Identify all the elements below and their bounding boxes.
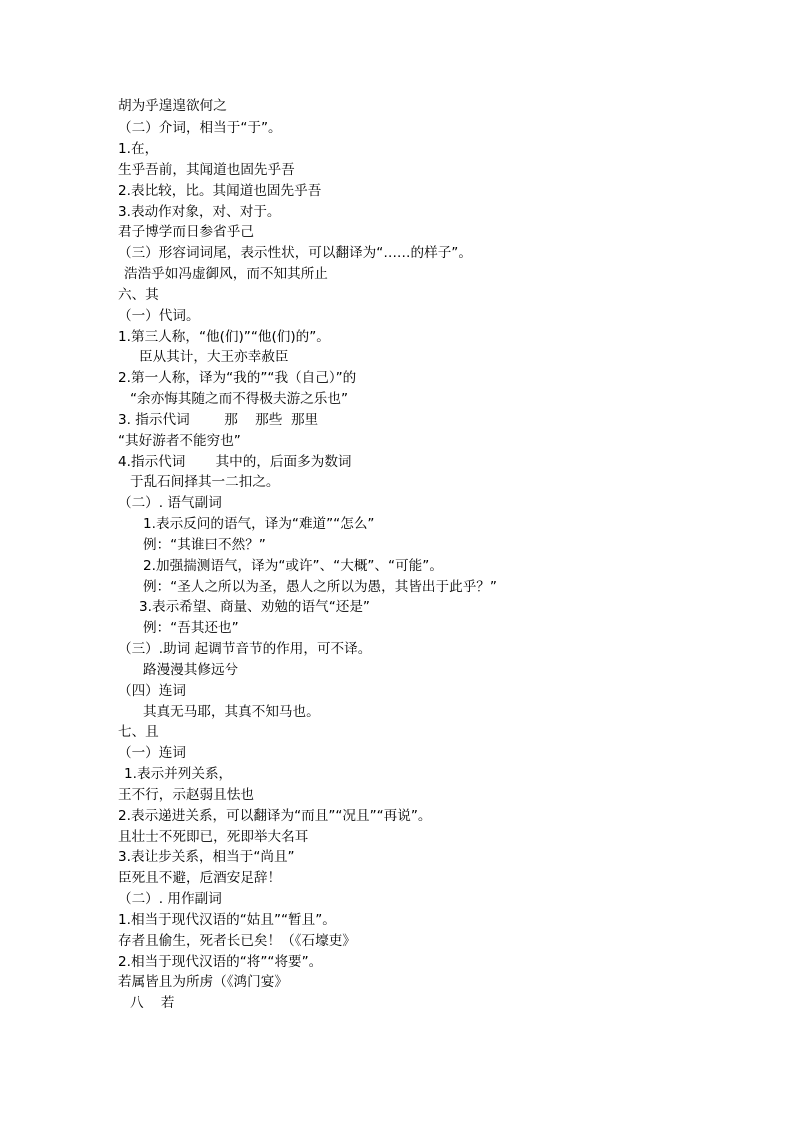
text-line: 2.加强揣测语气，译为“或许”、“大概”、“可能”。 — [143, 558, 443, 574]
example-line: 王不行，示赵弱且怯也 — [118, 787, 254, 803]
example-line: 其真无马耶，其真不知马也。 — [143, 704, 320, 720]
example-line: 且壮士不死即已，死即举大名耳 — [118, 829, 309, 845]
example-line: 臣死且不避，卮酒安足辞！ — [118, 870, 282, 886]
text-line: 4.指示代词 其中的，后面多为数词 — [118, 454, 352, 470]
text-line: 3.表让步关系，相当于“尚且” — [118, 849, 295, 865]
text-line: 2.表示递进关系，可以翻译为“而且”“况且”“再说”。 — [118, 808, 432, 824]
text-line: 3. 指示代词 那 那些 那里 — [118, 412, 319, 428]
section-heading: 八 若 — [130, 995, 175, 1011]
example-line: 例：“其谁曰不然？” — [143, 537, 266, 553]
text-line: 3.表示希望、商量、劝勉的语气“还是” — [139, 599, 370, 615]
example-line: 君子博学而日参省乎己 — [118, 224, 254, 240]
example-line: 若属皆且为所虏（《鸿门宴》 — [118, 974, 288, 990]
subheading-line: （二）. 语气副词 — [118, 495, 222, 511]
example-line: 路漫漫其修远兮 — [143, 662, 239, 678]
subheading-line: （三）.助词 起调节音节的作用，可不译。 — [118, 641, 372, 657]
subheading-line: （一）连词 — [118, 745, 186, 761]
text-line: 2.第一人称，译为“我的”“我（自己）”的 — [118, 370, 357, 386]
example-line: 臣从其计，大王亦幸赦臣 — [139, 349, 289, 365]
text-line: 2.相当于现代汉语的“将”“将要”。 — [118, 954, 323, 970]
text-line: 3.表动作对象，对、对于。 — [118, 204, 281, 220]
example-line: 浩浩乎如冯虚御风，而不知其所止 — [124, 266, 328, 282]
example-line: “余亦悔其随之而不得极夫游之乐也” — [130, 391, 348, 407]
text-line: 胡为乎遑遑欲何之 — [118, 98, 227, 114]
subheading-line: （四）连词 — [118, 683, 186, 699]
section-heading: 七、且 — [118, 724, 159, 740]
subheading-line: （一）代词。 — [118, 308, 200, 324]
text-line: 1.表示并列关系， — [124, 766, 233, 782]
example-line: 例：“圣人之所以为圣，愚人之所以为愚，其皆出于此乎？” — [143, 579, 497, 595]
subheading-line: （二）. 用作副词 — [118, 891, 222, 907]
text-line: 2.表比较，比。其闻道也固先乎吾 — [118, 183, 322, 199]
text-line: 1.相当于现代汉语的“姑且”“暂且”。 — [118, 912, 336, 928]
subheading-line: （二）介词，相当于“于”。 — [118, 120, 282, 136]
example-line: 生乎吾前，其闻道也固先乎吾 — [118, 162, 295, 178]
section-heading: 六、其 — [118, 287, 159, 303]
text-line: 1.第三人称，“他(们)”“他(们)的”。 — [118, 329, 330, 345]
subheading-line: （三）形容词词尾，表示性状，可以翻译为“……的样子”。 — [118, 245, 472, 261]
text-line: 1.在， — [118, 141, 159, 157]
text-line: 1.表示反问的语气，译为“难道”“怎么” — [143, 516, 375, 532]
example-line: 于乱石间择其一二扣之。 — [130, 474, 280, 490]
example-line: 例：“吾其还也” — [143, 620, 239, 636]
example-line: 存者且偷生，死者长已矣！（《石壕吏》 — [118, 933, 356, 949]
example-line: “其好游者不能穷也” — [118, 433, 241, 449]
